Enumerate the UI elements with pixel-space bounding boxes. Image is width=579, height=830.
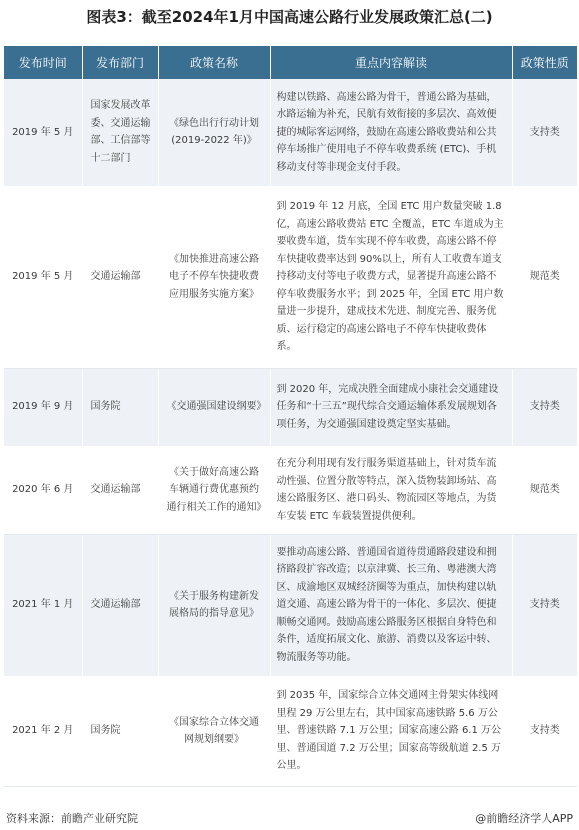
cell-content: 到 2035 年，国家综合立体交通网主骨架实体线网里程 29 万公里左右，其中国家高速铁路 5.6 万公里、普速铁路 7.1 万公里；国家高速公路 6.1 万公里、普通国道 7.2 万公里；国家高等级航道 2.5 万公里。: [270, 676, 512, 786]
table-row: [4, 186, 577, 368]
cell-type: 规范类: [512, 446, 577, 534]
cell-dept: 交通运输部: [82, 534, 158, 676]
cell-type: 规范类: [512, 186, 577, 368]
table-row: [4, 446, 577, 534]
brand-credit: [475, 808, 573, 830]
cell-date: 2021 年 1 月: [4, 534, 82, 676]
page-title: 图表3：截至2024年1月中国高速公路行业发展政策汇总(二): [86, 8, 493, 26]
cell-content: 到 2019 年 12 月底，全国 ETC 用户数量突破 1.8 亿，高速公路收费站 ETC 全覆盖，ETC 车道成为主要收费车道，货车实现不停车收费，高速公路不停车快捷收费率达到 90%以上，所有人工收费车道支持移动支付等电子收费方式，显著提升高速公路不停车收费服务水平；到 2025 年，全国 ETC 用户数量进一步提升，建成技术先进、制度完善、服务优质、运行稳定的高速公路电子不停车快捷收费体系。: [270, 186, 512, 368]
header-name: 政策名称: [158, 46, 270, 79]
header-content: 重点内容解读: [270, 46, 512, 79]
cell-dept: 交通运输部: [82, 446, 158, 534]
cell-date: 2021 年 2 月: [4, 676, 82, 786]
cell-name: 《关于服务构建新发展格局的指导意见》: [158, 534, 270, 676]
brand-text: @前瞻经济学人APP: [475, 812, 573, 825]
cell-date: 2019 年 5 月: [4, 186, 82, 368]
header-date: 发布时间: [4, 46, 82, 79]
cell-type: 支持类: [512, 534, 577, 676]
cell-name: 《关于做好高速公路车辆通行费优惠预约通行相关工作的通知》: [158, 446, 270, 534]
cell-dept: 国务院: [82, 676, 158, 786]
table-row: [4, 534, 577, 676]
cell-name: 《交通强国建设纲要》: [158, 368, 270, 446]
source-note: 资料来源：前瞻产业研究院: [6, 812, 138, 825]
table-row: [4, 368, 577, 446]
cell-type: 支持类: [512, 79, 577, 186]
table-header-row: [4, 46, 577, 79]
footer: [0, 808, 579, 830]
cell-name: 《国家综合立体交通网规划纲要》: [158, 676, 270, 786]
header-type: 政策性质: [512, 46, 577, 79]
table-row: [4, 676, 577, 786]
cell-dept: 国家发展改革委、交通运输部、工信部等十二部门: [82, 79, 158, 186]
cell-name: 《加快推进高速公路电子不停车快捷收费应用服务实施方案》: [158, 186, 270, 368]
cell-content: 要推动高速公路、普通国省道待贯通路段建设和拥挤路段扩容改造；以京津冀、长三角、粤港澳大湾区、成渝地区双城经济圈等为重点，加快构建以轨道交通、高速公路为骨干的一体化、多层次、便捷顺畅交通网。鼓励高速公路服务区根据自身特色和条件，适度拓展文化、旅游、消费以及客运中转、物流服务等功能。: [270, 534, 512, 676]
cell-content: 在充分利用现有发行服务渠道基础上，针对货车流动性强、位置分散等特点，深入货物装卸场站、高速公路服务区、港口码头、物流园区等地点，为货车安装 ETC 车载装置提供便利。: [270, 446, 512, 534]
cell-type: 支持类: [512, 676, 577, 786]
cell-date: 2019 年 9 月: [4, 368, 82, 446]
cell-dept: 国务院: [82, 368, 158, 446]
policy-table: [4, 46, 577, 787]
table-row: [4, 79, 577, 186]
cell-date: 2020 年 6 月: [4, 446, 82, 534]
cell-content: 构建以铁路、高速公路为骨干，普通公路为基础，水路运输为补充，民航有效衔接的多层次、高效便捷的城际客运网络，鼓励在高速公路收费站和公共停车场推广使用电子不停车收费系统 (ETC)、手机移动支付等非现金支付手段。: [270, 79, 512, 186]
cell-name: 《绿色出行行动计划(2019-2022 年)》: [158, 79, 270, 186]
cell-content: 到 2020 年，完成决胜全面建成小康社会交通建设任务和“十三五”现代综合交通运输体系发展规划各项任务，为交通强国建设奠定坚实基础。: [270, 368, 512, 446]
header-dept: 发布部门: [82, 46, 158, 79]
cell-type: 支持类: [512, 368, 577, 446]
cell-dept: 交通运输部: [82, 186, 158, 368]
cell-date: 2019 年 5 月: [4, 79, 82, 186]
